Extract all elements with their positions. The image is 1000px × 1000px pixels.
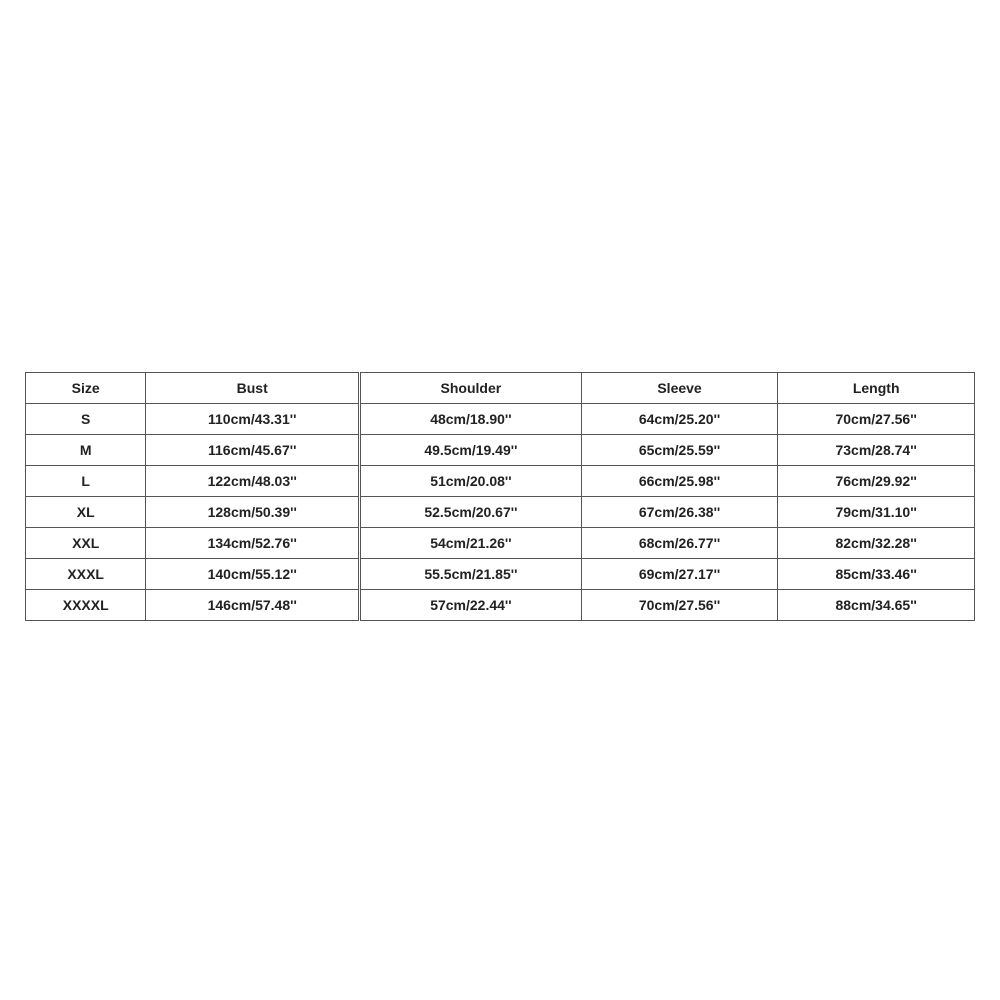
cell-sleeve: 64cm/25.20'' [581, 404, 778, 435]
header-sleeve: Sleeve [581, 373, 778, 404]
cell-length: 88cm/34.65'' [778, 590, 975, 621]
cell-size: XXXXL [26, 590, 146, 621]
cell-size: M [26, 435, 146, 466]
table-row [26, 590, 975, 621]
table-row [26, 528, 975, 559]
cell-shoulder: 54cm/21.26'' [361, 528, 582, 559]
cell-sleeve: 67cm/26.38'' [581, 497, 778, 528]
cell-sleeve: 69cm/27.17'' [581, 559, 778, 590]
header-row [26, 373, 975, 404]
cell-bust: 146cm/57.48'' [146, 590, 359, 621]
cell-shoulder: 48cm/18.90'' [361, 404, 582, 435]
cell-sleeve: 65cm/25.59'' [581, 435, 778, 466]
cell-shoulder: 55.5cm/21.85'' [361, 559, 582, 590]
cell-length: 70cm/27.56'' [778, 404, 975, 435]
size-chart-table [25, 372, 975, 621]
cell-bust: 116cm/45.67'' [146, 435, 359, 466]
cell-size: XL [26, 497, 146, 528]
cell-length: 76cm/29.92'' [778, 466, 975, 497]
cell-length: 79cm/31.10'' [778, 497, 975, 528]
table-row [26, 497, 975, 528]
cell-length: 85cm/33.46'' [778, 559, 975, 590]
cell-bust: 128cm/50.39'' [146, 497, 359, 528]
cell-shoulder: 51cm/20.08'' [361, 466, 582, 497]
cell-shoulder: 52.5cm/20.67'' [361, 497, 582, 528]
table-row [26, 435, 975, 466]
table-row [26, 404, 975, 435]
cell-length: 82cm/32.28'' [778, 528, 975, 559]
header-shoulder: Shoulder [361, 373, 582, 404]
table-header [26, 373, 975, 404]
table-row [26, 466, 975, 497]
cell-shoulder: 57cm/22.44'' [361, 590, 582, 621]
cell-length: 73cm/28.74'' [778, 435, 975, 466]
header-length: Length [778, 373, 975, 404]
cell-sleeve: 68cm/26.77'' [581, 528, 778, 559]
cell-size: L [26, 466, 146, 497]
header-bust: Bust [146, 373, 359, 404]
table-body [26, 404, 975, 621]
cell-size: XXXL [26, 559, 146, 590]
cell-shoulder: 49.5cm/19.49'' [361, 435, 582, 466]
table-row [26, 559, 975, 590]
header-size: Size [26, 373, 146, 404]
cell-sleeve: 66cm/25.98'' [581, 466, 778, 497]
cell-size: XXL [26, 528, 146, 559]
cell-sleeve: 70cm/27.56'' [581, 590, 778, 621]
cell-bust: 134cm/52.76'' [146, 528, 359, 559]
cell-bust: 140cm/55.12'' [146, 559, 359, 590]
cell-size: S [26, 404, 146, 435]
cell-bust: 122cm/48.03'' [146, 466, 359, 497]
cell-bust: 110cm/43.31'' [146, 404, 359, 435]
